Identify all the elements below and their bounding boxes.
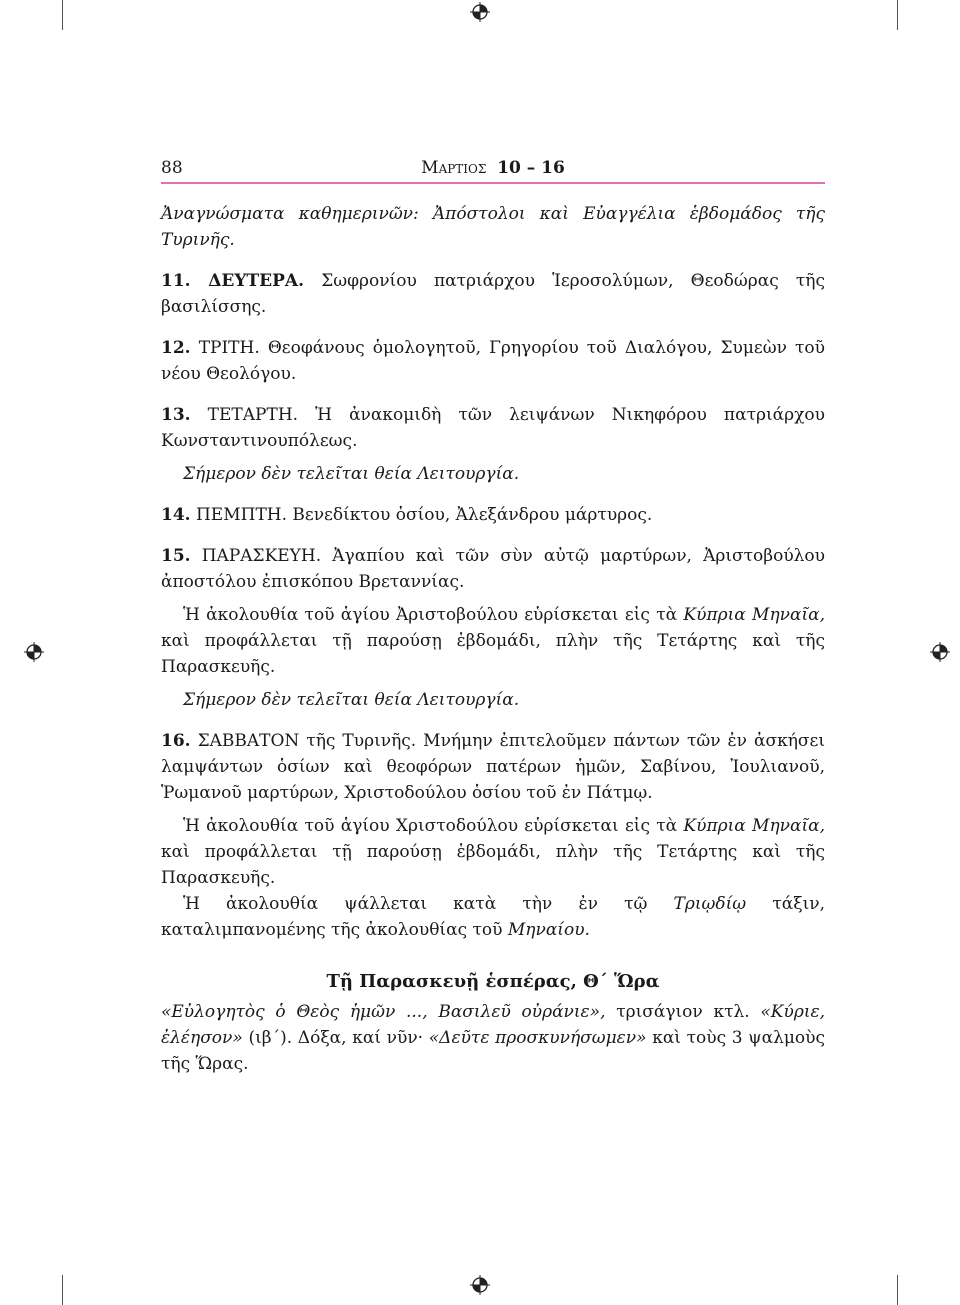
section-heading: Τῇ Παρασκευῇ ἑσπέρας, Θ΄ Ὥρα <box>326 971 660 992</box>
final-text: τρισάγιον κτλ. <box>616 1002 750 1022</box>
crop-mark-bottom <box>897 1275 898 1305</box>
day-text: ΠΕΜΠΤΗ. Βενεδίκτου ὁσίου, Ἀλεξάνδρου μάρτυρος. <box>195 505 653 525</box>
registration-mark-icon <box>470 1275 490 1295</box>
registration-mark-icon <box>930 642 950 662</box>
page-body <box>161 201 825 1077</box>
crop-mark-bottom <box>62 1275 63 1305</box>
final-paragraph <box>161 999 825 1077</box>
hymn-incipit: «Δεῦτε προσκυνήσωμεν» <box>428 1028 647 1048</box>
note-text: Ἡ ἀκολουθία τοῦ ἁγίου Χριστοδούλου εὑρίσκεται εἰς τὰ <box>183 816 678 836</box>
day-label: 15. <box>161 546 191 566</box>
hymn-incipit: «Εὐλογητὸς ὁ Θεὸς ἡμῶν ..., Βασιλεῦ οὐράνιε», <box>161 1002 606 1022</box>
note-text: Ἡ ἀκολουθία ψάλλεται κατὰ τὴν ἐν τῷ <box>183 894 648 914</box>
book-title: Κύπρια Μηναῖα, <box>683 605 826 625</box>
day-entry-15 <box>161 543 825 595</box>
day-label: 14. <box>161 505 191 525</box>
day-entry-12 <box>161 335 825 387</box>
header-rule <box>161 182 825 184</box>
registration-mark-icon <box>470 2 490 22</box>
note-text: καὶ προφάλλεται τῇ παρούσῃ ἑβδομάδι, πλὴν τῆς Τετάρτης καὶ τῆς Παρασκευῆς. <box>161 631 825 677</box>
note-text: καὶ προφάλλεται τῇ παρούσῃ ἑβδομάδι, πλὴν τῆς Τετάρτης καὶ τῆς Παρασκευῆς. <box>161 842 825 888</box>
day-text: ΠΑΡΑΣΚΕΥΗ. Ἀγαπίου καὶ τῶν σὺν αὐτῷ μαρτύρων, Ἀριστοβούλου ἀποστόλου ἐπισκόπου Βρεταννίας. <box>161 546 825 592</box>
no-liturgy-note: Σήμερον δὲν τελεῖται θεία Λειτουργία. <box>183 464 520 484</box>
day-text: ΤΕΤΑΡΤΗ. Ἡ ἀνακομιδὴ τῶν λειψάνων Νικηφόρου πατριάρχου Κωνσταντινουπόλεως. <box>161 405 825 451</box>
triodion-note <box>161 891 825 943</box>
crop-mark-top <box>62 0 63 30</box>
final-text: (ιβ΄). Δόξα, καί νῦν· <box>248 1028 424 1048</box>
note-text: Ἡ ἀκολουθία τοῦ ἁγίου Ἀριστοβούλου εὑρίσκεται εἰς τὰ <box>183 605 678 625</box>
intro-readings: Ἀναγνώσματα καθημερινῶν: Ἀπόστολοι καὶ Εὐαγγέλια ἑβδομάδος τῆς Τυρινῆς. <box>161 204 825 250</box>
running-head-range: 10 – 16 <box>497 158 565 178</box>
day-entry-11 <box>161 268 825 320</box>
day-label: 13. <box>161 405 191 425</box>
book-title: Τριῳδίῳ <box>673 894 747 914</box>
no-liturgy-note: Σήμερον δὲν τελεῖται θεία Λειτουργία. <box>183 690 520 710</box>
day-label: 11. ΔΕΥΤΕΡΑ. <box>161 271 305 291</box>
day-entry-14 <box>161 502 825 528</box>
book-title: Κύπρια Μηναῖα, <box>683 816 825 836</box>
hymn-incipit: «Κύριε, ἐλέησον» <box>161 1002 826 1048</box>
day-text: ΤΡΙΤΗ. Θεοφάνους ὁμολογητοῦ, Γρηγορίου τοῦ Διαλόγου, Συμεὼν τοῦ νέου Θεολόγου. <box>161 338 825 384</box>
christodoulos-note <box>161 813 825 891</box>
day-label: 12. <box>161 338 191 358</box>
day-entry-13 <box>161 402 825 454</box>
note-text: τάξιν, καταλιμπανομένης τῆς ἀκολουθίας τοῦ <box>161 894 826 940</box>
registration-mark-icon <box>24 642 44 662</box>
running-head-month: Μαρτιος <box>421 158 487 178</box>
running-head-title <box>161 158 825 178</box>
day-entry-16 <box>161 728 825 806</box>
aristoboulos-note <box>161 602 825 680</box>
book-title: Μηναίου. <box>507 920 590 940</box>
page-number: 88 <box>161 158 183 178</box>
day-label: 16. <box>161 731 191 751</box>
day-text: Σωφρονίου πατριάρχου Ἱεροσολύμων, Θεοδώρας τῆς βασιλίσσης. <box>161 271 825 317</box>
day-text: ΣΑΒΒΑΤΟΝ τῆς Τυρινῆς. Μνήμην ἐπιτελοῦμεν πάντων τῶν ἐν ἀσκήσει λαμψάντων ὁσίων καὶ θεοφόρων πατέρων ἡμῶν, Σαβίνου, Ἰουλιανοῦ, Ῥωμανοῦ μαρτύρων, Χριστοδούλου ὁσίου τοῦ ἐν Πάτμῳ. <box>161 731 825 803</box>
crop-mark-top <box>897 0 898 30</box>
final-text: καὶ τοὺς 3 ψαλμοὺς τῆς Ὥρας. <box>161 1028 826 1074</box>
